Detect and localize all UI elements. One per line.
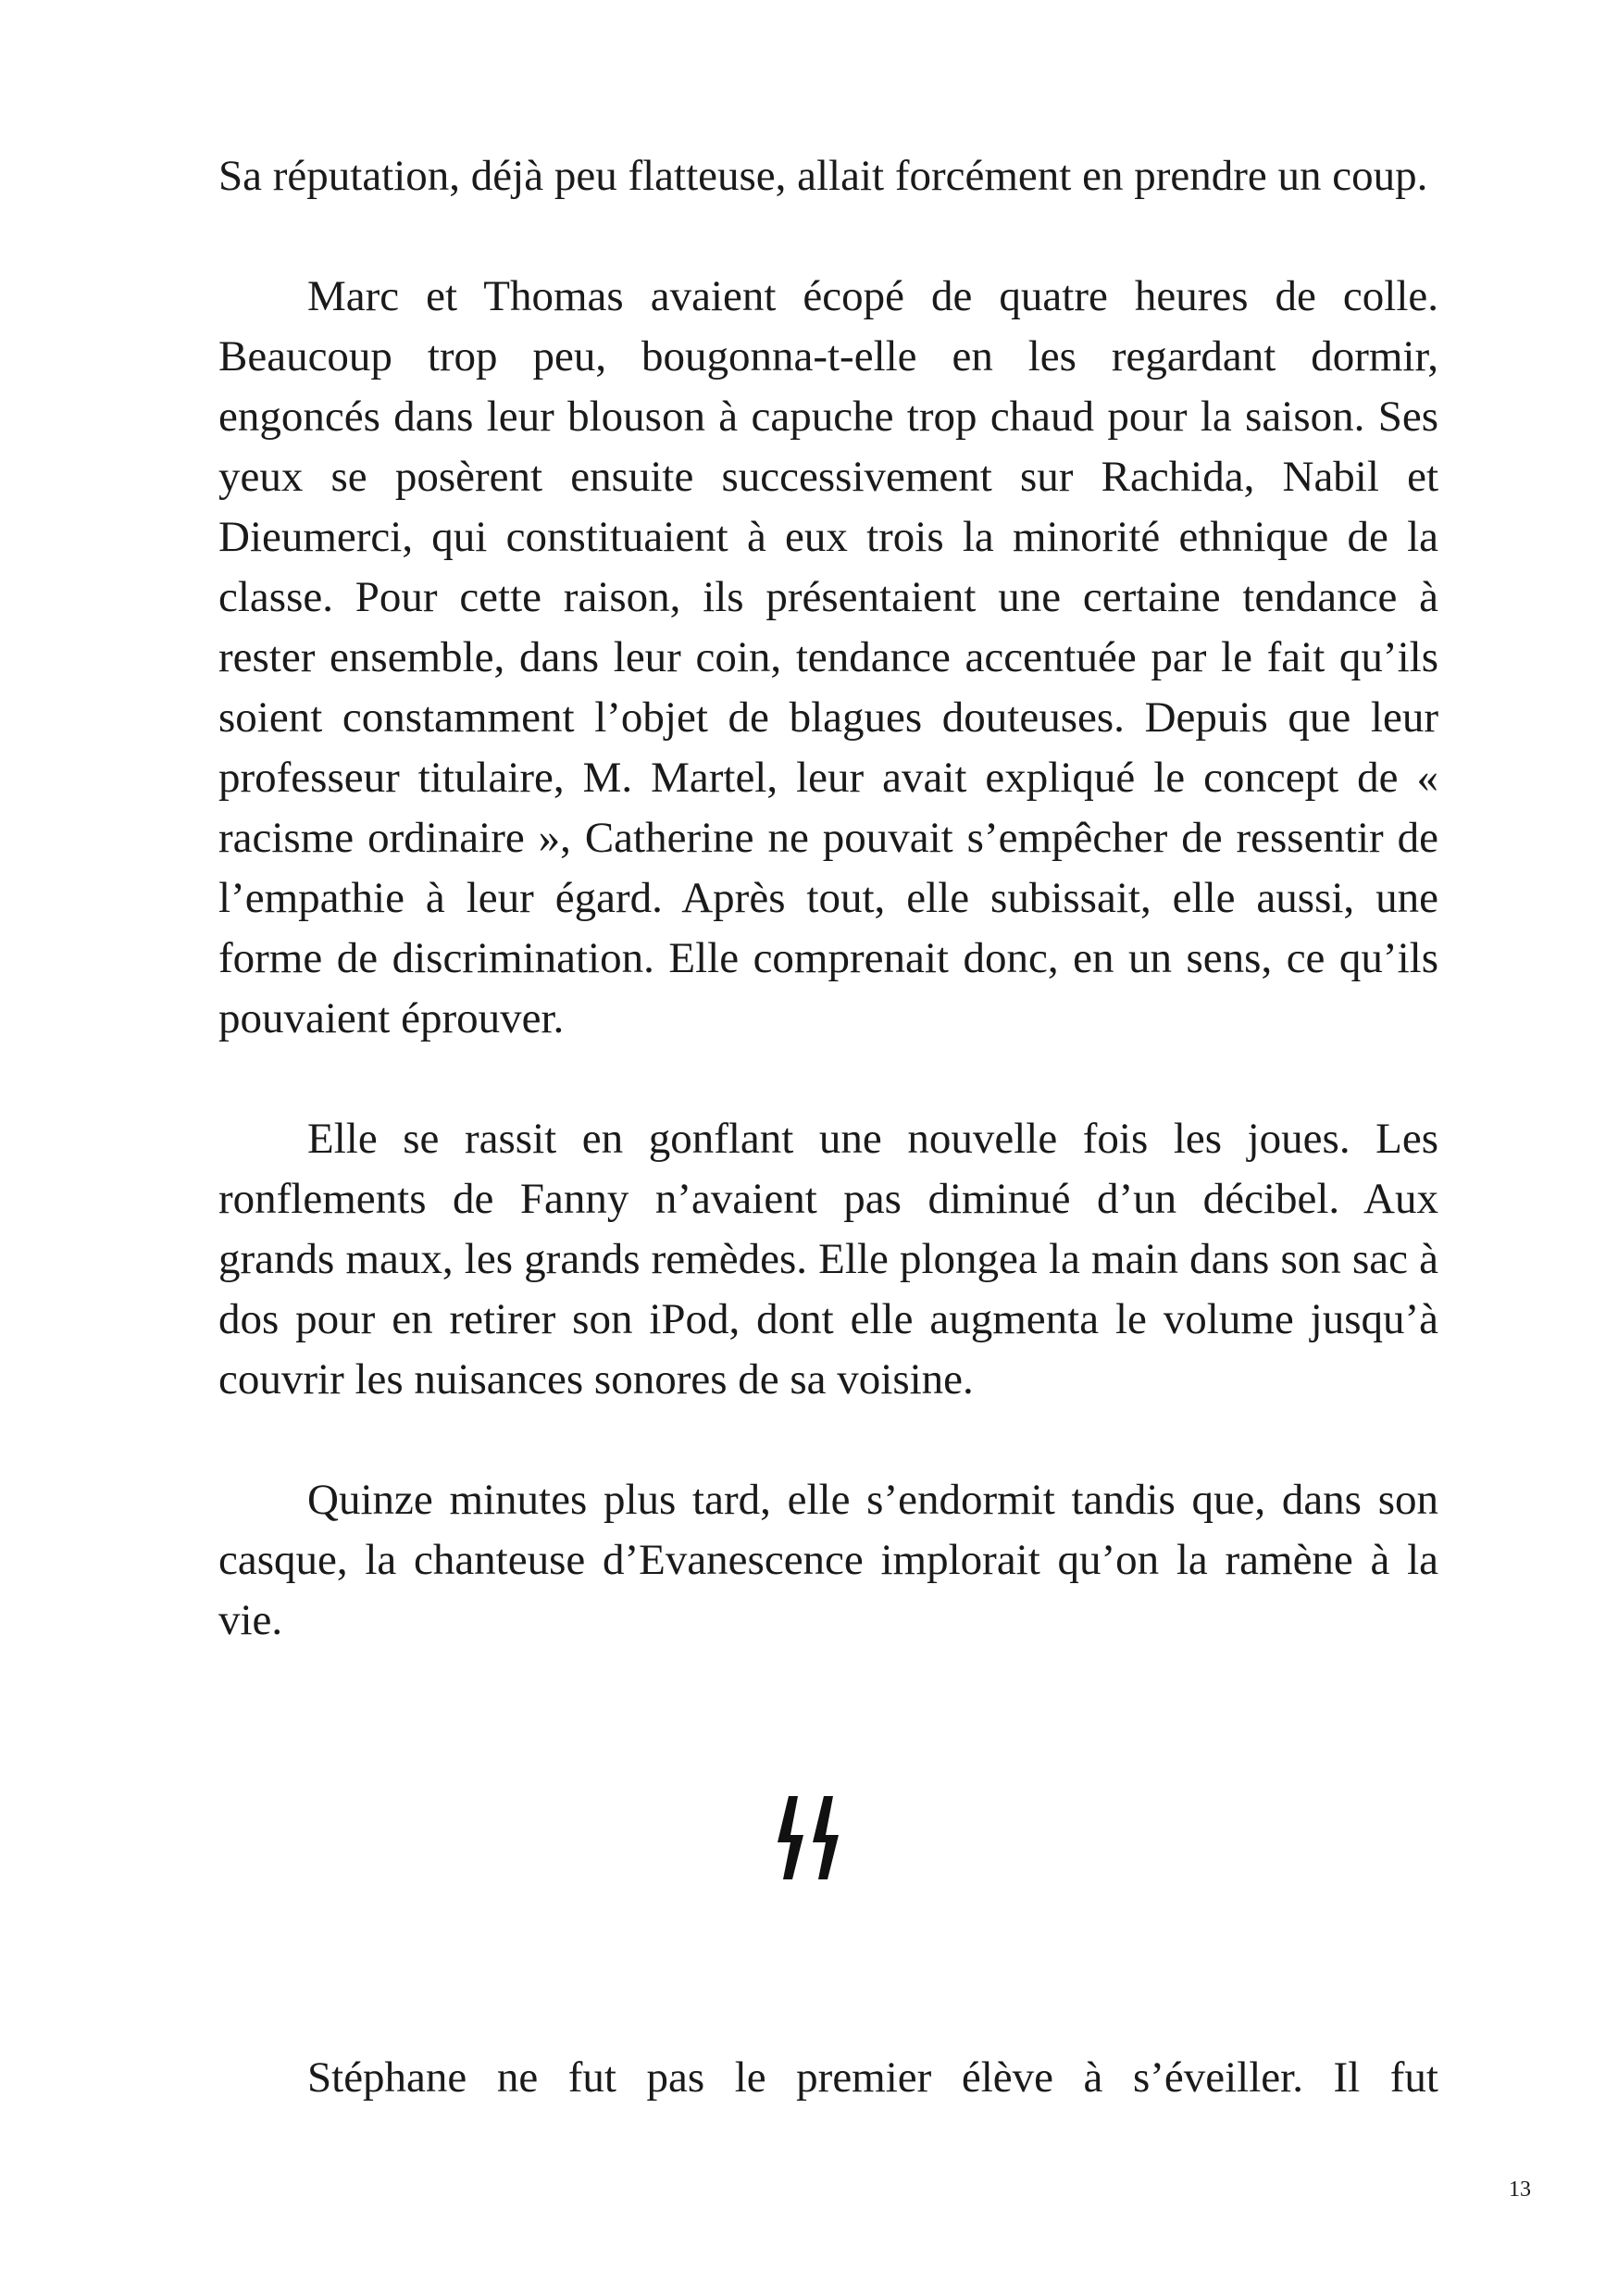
paragraph-3: Elle se rassit en gonflant une nouvelle fois les joues. Les ronflements de Fanny n’avaient pas diminué d’un décibel. Aux grands maux, les grands remèdes. Elle plongea la main dans son sac à dos pour en retirer son iPod, dont elle augmenta le volume jusqu’à couvrir les nuisances sonores de sa voisine. xyxy=(218,1115,1438,1404)
section-break-ornament xyxy=(0,1796,1618,1879)
paragraph-2: Marc et Thomas avaient écopé de quatre heures de colle. Beaucoup trop peu, bougonna-t-elle en les regardant dormir, engoncés dans leur blouson à capuche trop chaud pour la saison. Ses yeux se posèrent ensuite successivement sur Rachida, Nabil et Dieumerci, qui constituaient à eux trois la minorité ethnique de la classe. Pour cette raison, ils présentaient une certaine tendance à rester ensemble, dans leur coin, tendance accentuée par le fait qu’ils soient constamment l’objet de blagues douteuses. Depuis que leur professeur titulaire, M. Martel, leur avait expliqué le concept de « racisme ordinaire », Catherine ne pouvait s’empêcher de ressentir de l’empathie à leur égard. Après tout, elle subissait, elle aussi, une forme de discrimination. Elle comprenait donc, en un sens, ce qu’ils pouvaient éprouver. xyxy=(218,272,1438,1042)
paragraph-1: Sa réputation, déjà peu flatteuse, allait forcément en prendre un coup. xyxy=(218,152,1428,200)
paragraph-4: Quinze minutes plus tard, elle s’endormit tandis que, dans son casque, la chanteuse d’Evanescence implorait qu’on la ramène à la vie. xyxy=(218,1476,1438,1644)
body-text xyxy=(218,146,1438,1711)
double-sig-rune-icon xyxy=(772,1796,846,1879)
final-paragraph: Stéphane ne fut pas le premier élève à s’éveiller. Il fut xyxy=(307,2053,1438,2102)
page-number: 13 xyxy=(1509,2177,1531,2202)
